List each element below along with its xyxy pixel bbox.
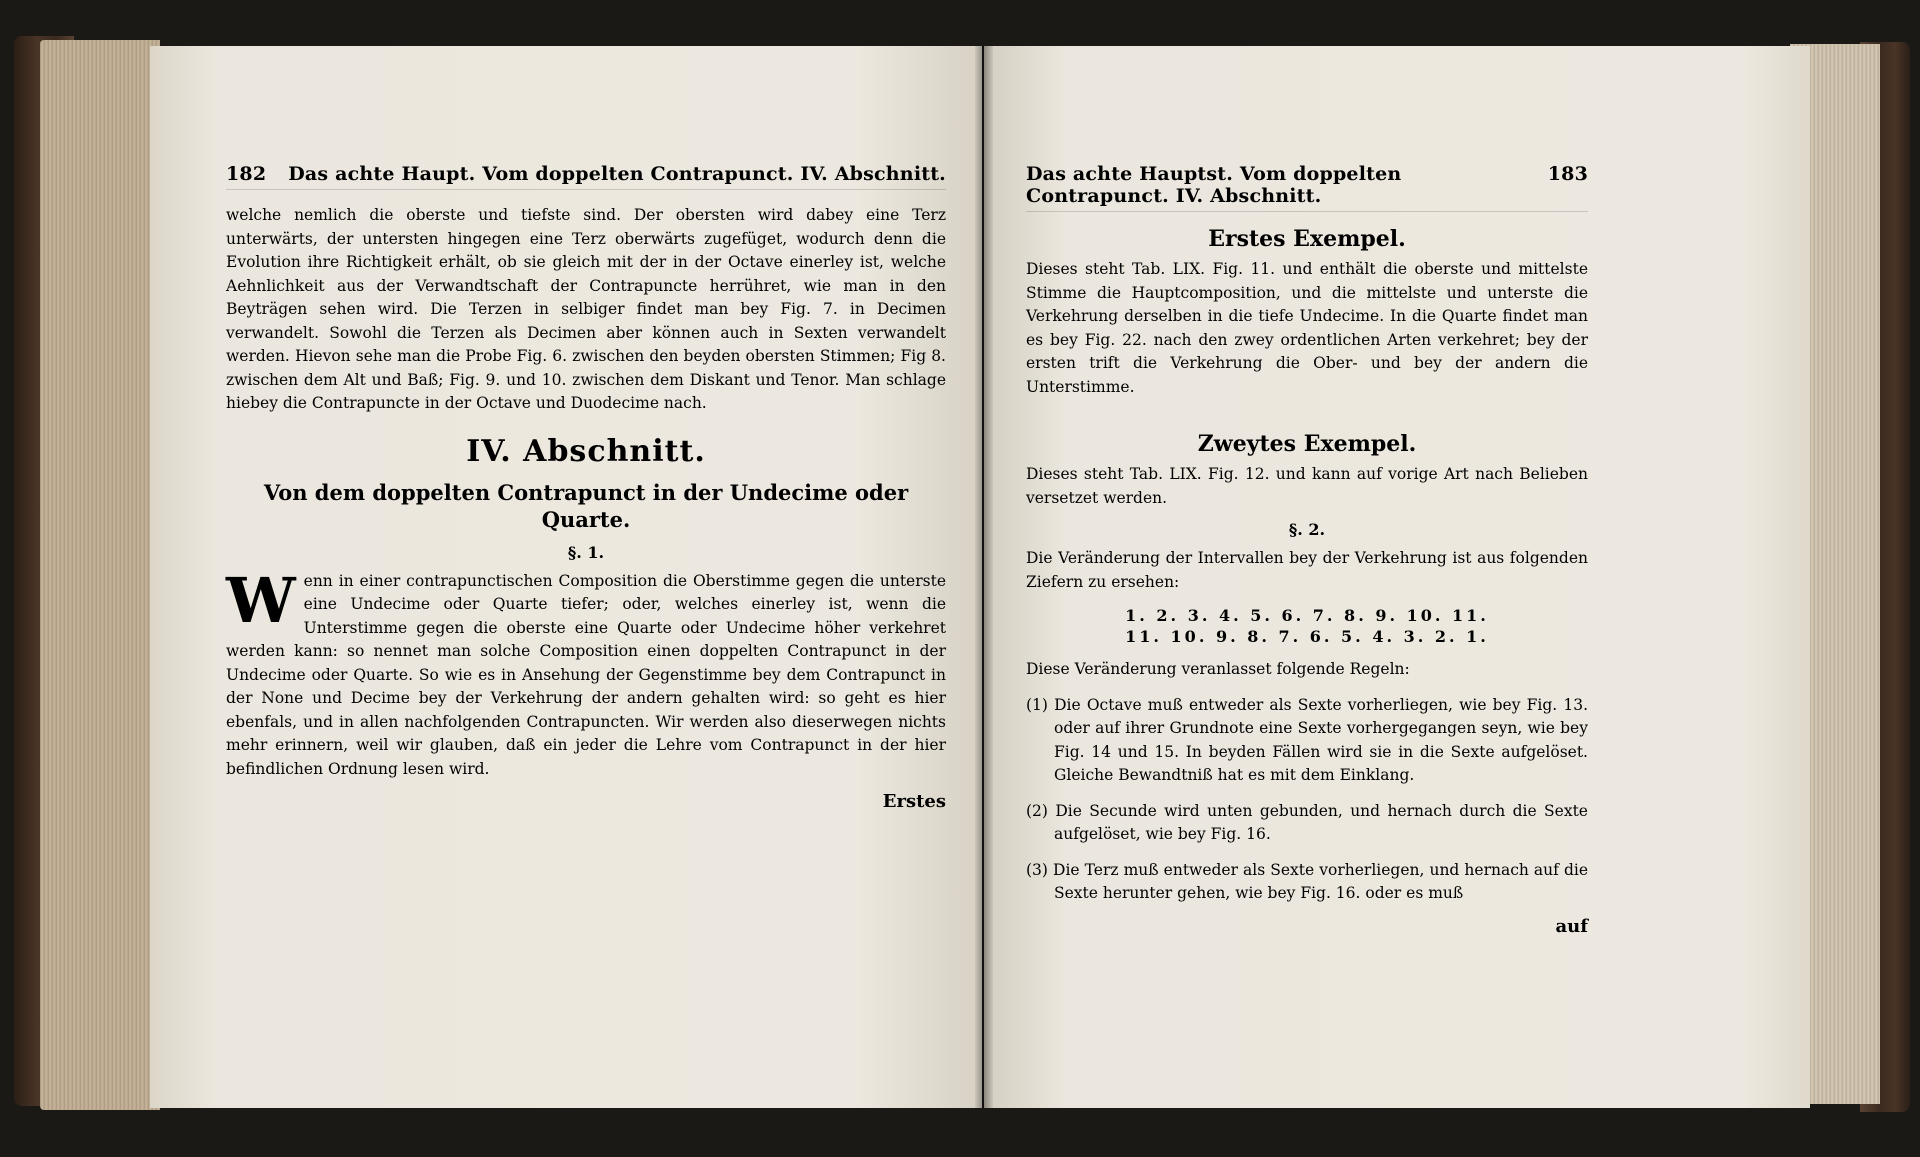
rule-item <box>1026 694 1588 788</box>
intervals-intro: Die Veränderung der Intervallen bey der Verkehrung ist aus folgenden Ziefern zu ersehen: <box>1026 549 1588 591</box>
drop-cap: W <box>226 563 296 637</box>
left-body-paragraph: enn in einer contrapunctischen Composition die Oberstimme gegen die unterste eine Undecime oder Quarte tiefer; oder, welches einerley ist, wenn die Unterstimme gegen die oberste eine Quarte oder Undecime höher verkehret werden kann: so nennet man solche Composition einen doppelten Contrapunct in der Undecime oder Quarte. So wie es in Ansehung der Gegenstimme bey dem Contrapunct in der None und Decime bey der Verkehrung der andern gehalten wird: so geht es hier ebenfals, und in allen nachfolgenden Contrapuncten. Wir werden also dieserwegen nichts mehr erinnern, weil wir glauben, daß ein jeder die Lehre vom Contrapunct in der hier befindlichen Ordnung lesen wird. <box>226 571 946 778</box>
left-page-number: 182 <box>226 163 267 185</box>
left-opening-paragraph: welche nemlich die oberste und tiefste sind. Der obersten wird dabey eine Terz unterwärts, der untersten hingegen eine Terz oberwärts zugefüget, wodurch denn die Evolution ihre Richtigkeit erhält, ob sie gleich mit der in der Octave einerley ist, welche Aehnlichkeit aus der Verwandtschaft der Contrapuncte herrühret, wie man in den Beyträgen sehen wird. Die Terzen in selbiger findet man bey Fig. 7. in Decimen verwandelt. Sowohl die Terzen als Decimen aber können auch in Sexten verwandelt werden. Hievon sehe man die Probe Fig. 6. zwischen den beyden obersten Stimmen; Fig 8. zwischen dem Alt und Baß; Fig. 9. und 10. zwischen dem Diskant und Tenor. Man schlage hiebey die Contrapuncte in der Octave und Duodecime nach. <box>226 206 946 412</box>
right-page-text <box>1026 163 1588 937</box>
book-gutter <box>975 46 993 1108</box>
rules-intro: Diese Veränderung veranlasset folgende Regeln: <box>1026 660 1410 678</box>
section-title: IV. Abschnitt. <box>466 433 706 469</box>
paragraph-mark-2: §. 2. <box>1288 520 1326 539</box>
page-edges-left <box>40 40 160 1110</box>
rule-item <box>1026 800 1588 847</box>
body-paragraph-block <box>226 563 946 782</box>
section-subtitle: Von dem doppelten Contrapunct in der Undecime oder Quarte. <box>263 479 909 532</box>
left-page-text <box>226 163 946 812</box>
rule-text: Die Octave muß entweder als Sexte vorherliegen, wie bey Fig. 13. oder auf ihrer Grundnote eine Sexte vorhergegangen seyn, wie bey Fig. 14 und 15. In beyden Fällen wird sie in die Sexte aufgelöset. Gleiche Bewandtniß hat es mit dem Einklang. <box>1054 695 1588 784</box>
left-running-head <box>226 163 946 190</box>
rule-item <box>1026 859 1588 906</box>
example-1-text: Dieses steht Tab. LIX. Fig. 11. und enthält die oberste und mittelste Stimme die Hauptcomposition, und die mittelste und unterste die Verkehrung derselben in die tiefe Undecime. In die Quarte findet man es bey Fig. 22. nach den zwey ordentlichen Arten verkehret; bey der ersten trift die Verkehrung die Ober- und bey der andern die Unterstimme. <box>1026 260 1588 396</box>
rule-text: Die Secunde wird unten gebunden, und hernach durch die Sexte aufgelöset, wie bey Fig. 16. <box>1054 801 1588 843</box>
left-catchword: Erstes <box>882 791 946 812</box>
paragraph-mark-1: §. 1. <box>567 542 605 562</box>
rule-number: (3) <box>1026 860 1048 879</box>
right-catchword: auf <box>1555 915 1588 937</box>
right-page-number: 183 <box>1547 163 1588 185</box>
left-running-title: Das achte Haupt. Vom doppelten Contrapunct. IV. Abschnitt. <box>288 163 946 185</box>
rule-text: Die Terz muß entweder als Sexte vorherliegen, und hernach auf die Sexte herunter gehen, wie bey Fig. 16. oder es muß <box>1053 860 1588 902</box>
example-2-text: Dieses steht Tab. LIX. Fig. 12. und kann auf vorige Art nach Belieben versetzet werden. <box>1026 465 1588 507</box>
figures-row-2: 11. 10. 9. 8. 7. 6. 5. 4. 3. 2. 1. <box>1125 627 1489 646</box>
figures-row-1: 1. 2. 3. 4. 5. 6. 7. 8. 9. 10. 11. <box>1125 606 1489 625</box>
example-2-title: Zweytes Exempel. <box>1197 431 1417 457</box>
right-running-title: Das achte Hauptst. Vom doppelten Contrapunct. IV. Abschnitt. <box>1026 163 1402 207</box>
example-1-title: Erstes Exempel. <box>1208 226 1406 252</box>
rule-number: (2) <box>1026 801 1048 820</box>
right-running-head <box>1026 163 1588 212</box>
rule-number: (1) <box>1026 695 1048 714</box>
